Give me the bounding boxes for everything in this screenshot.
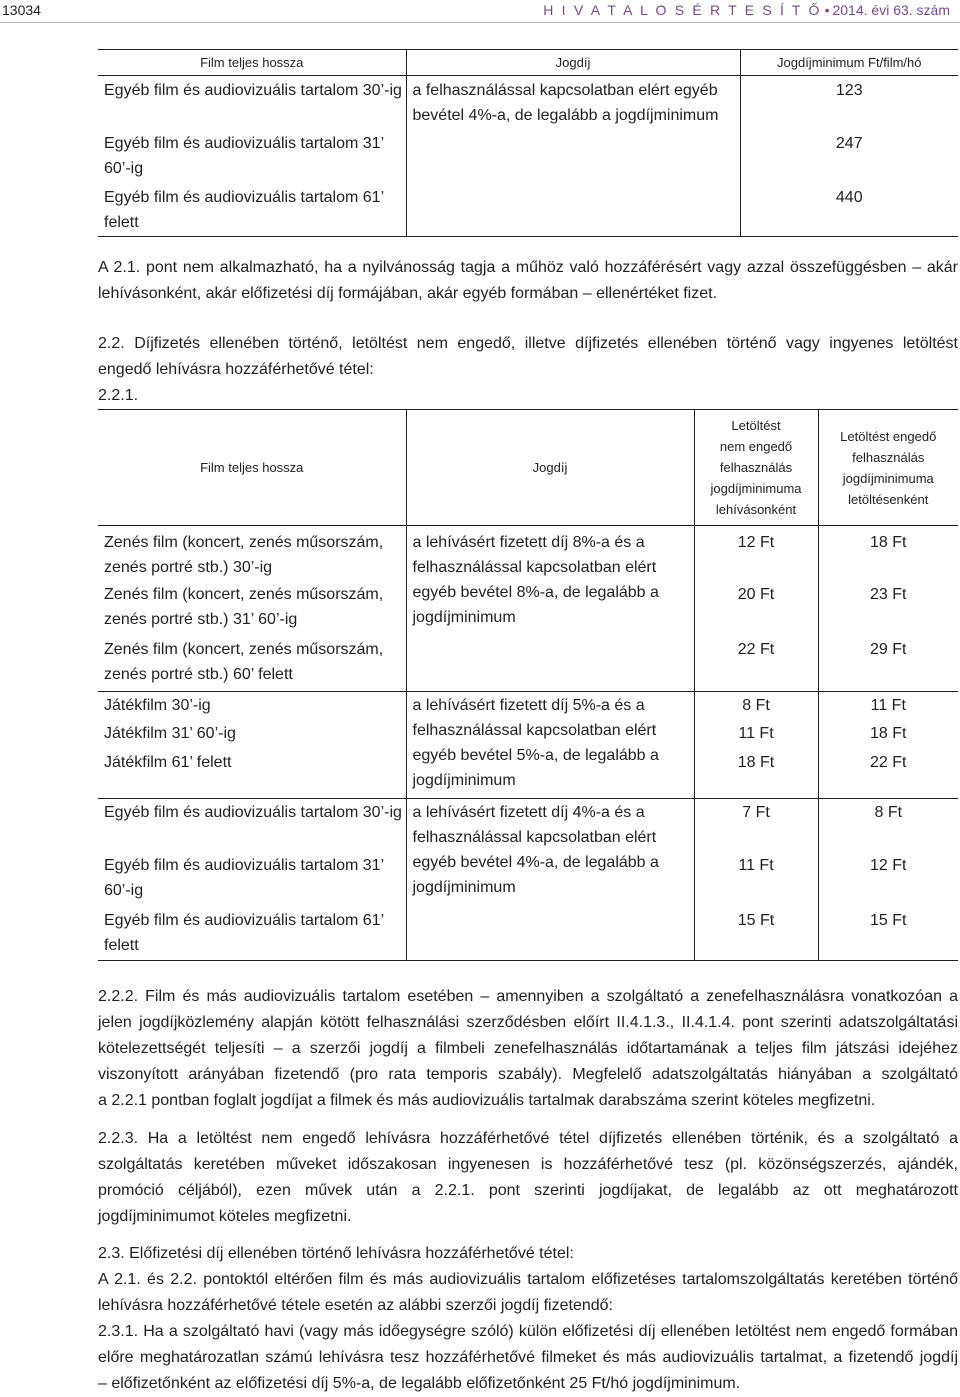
header-line: lehívásonként (715, 502, 797, 517)
download-cell: 11 Ft (818, 691, 958, 720)
no-download-cell: 15 Ft (694, 907, 818, 960)
film-length-cell: Egyéb film és audiovizuális tartalom 30’-ig (104, 82, 402, 99)
table-row (98, 798, 958, 852)
text-line: a 2.2.1 pontban foglalt jogdíjat a filmek és más audiovizuális tartalmak darabszáma szerint köteles megfizetni. (98, 1092, 876, 1109)
text-line: 2.2.1. (98, 387, 139, 404)
page-number: 13034 (2, 2, 41, 18)
no-download-cell: 22 Ft (694, 636, 818, 691)
no-download-cell: 11 Ft (694, 852, 818, 907)
header-no-download-minimum (694, 410, 818, 526)
bullet-separator: • (824, 2, 830, 18)
text-line: előre meghatározatlan számú lehívásra tesz hozzáférhetővé filmeket és más audiovizuális tartalmat, a fizetendő jogdíj (98, 1349, 958, 1366)
header-film-length: Film teljes hossza (98, 410, 406, 526)
fee-table-1 (98, 49, 958, 237)
text-line: A 2.1. pont nem alkalmazható, ha a nyilvánosság tagja a műhöz való hozzáférésért vagy azzal összefüggésben – akár (98, 259, 958, 276)
download-cell: 15 Ft (818, 907, 958, 960)
film-length-cell: Egyéb film és audiovizuális tartalom 30’-ig (98, 798, 406, 852)
film-length-cell: Játékfilm 61’ felett (104, 754, 232, 771)
publication-name: H I V A T A L O S É R T E S Í T Ő (543, 2, 822, 18)
header-line: jogdíjminimuma (710, 481, 802, 496)
publication-title (543, 0, 950, 20)
text-line: 2.2.3. Ha a letöltést nem engedő lehívásra hozzáférhetővé tétel díjfizetés ellenében történik, és a szolgáltató a (98, 1130, 958, 1147)
header-minimum: Jogdíjminimum Ft/film/hó (740, 50, 958, 76)
table-header-row (98, 50, 958, 76)
page-header (0, 0, 960, 23)
text-line: lehívásonként, akár előfizetési díj formájában, akár egyéb formában – ellenértéket fizet. (98, 285, 718, 302)
header-line: felhasználás (852, 449, 925, 465)
text-line: 2.3.1. Ha a szolgáltató havi (vagy más időegységre szóló) külön előfizetési díj ellenében letöltést nem engedő formában (98, 1323, 958, 1340)
film-length-cell: Zenés film (koncert, zenés műsorszám, zenés portré stb.) 30’-ig (104, 534, 384, 576)
paragraph-23 (98, 1241, 958, 1397)
header-line: nem engedő (719, 439, 793, 454)
header-line: letöltésenként (848, 491, 929, 507)
download-cell: 8 Ft (818, 798, 958, 852)
table-row (98, 526, 958, 582)
header-film-length: Film teljes hossza (98, 50, 406, 76)
paragraph-222 (98, 984, 958, 1114)
paragraph-a21 (98, 255, 958, 307)
fee-cell: a felhasználással kapcsolatban elért egyéb bevétel 4%-a, de legalább a jogdíjminimum (406, 76, 740, 237)
text-line: jogdíjminimumot köteles megfizetni. (98, 1208, 352, 1225)
minimum-cell: 247 (740, 130, 958, 184)
text-line: 2.2. Díjfizetés ellenében történő, letöltést nem engedő, illetve díjfizetés ellenében történő vagy ingyenes letöltést (98, 335, 958, 352)
no-download-cell: 20 Ft (694, 581, 818, 636)
fee-table-2 (98, 409, 958, 961)
minimum-cell: 440 (740, 184, 958, 237)
header-download-minimum (818, 410, 958, 526)
text-line: promóció céljából), ezen művek után a 2.2.1. pont szerinti jogdíjakat, de legalább az ott meghatározott (98, 1182, 958, 1199)
no-download-cell: 7 Ft (694, 798, 818, 852)
text-line: 2.3. Előfizetési díj ellenében történő lehívásra hozzáférhetővé tétel: (98, 1245, 574, 1262)
download-cell: 18 Ft (818, 720, 958, 749)
no-download-cell: 12 Ft (694, 526, 818, 582)
text-line: jelen jogdíjközlemény alapján kötött felhasználási szerződésben előírt II.4.1.3., II.4.1.4. pont szerinti adatszolgáltatási (98, 1014, 958, 1031)
film-length-cell: Egyéb film és audiovizuális tartalom 61’ felett (104, 188, 384, 231)
film-length-cell: Játékfilm 31’ 60’-ig (104, 725, 236, 742)
film-length-cell: Egyéb film és audiovizuális tartalom 31’ 60’-ig (104, 134, 384, 177)
film-length-cell: Zenés film (koncert, zenés műsorszám, zenés portré stb.) 60’ felett (104, 641, 384, 683)
film-length-cell: Játékfilm 30’-ig (98, 691, 406, 720)
header-line: felhasználás (719, 460, 793, 475)
film-length-cell: Egyéb film és audiovizuális tartalom 31’ 60’-ig (104, 857, 384, 899)
text-line: szolgáltatás keretében műveket időszakosan ingyenesen is hozzáférhetővé tesz (pl. közönségszerzés, ajándék, (98, 1156, 958, 1173)
no-download-cell: 11 Ft (694, 720, 818, 749)
header-line: jogdíjminimuma (842, 470, 934, 486)
no-download-cell: 18 Ft (694, 749, 818, 798)
download-cell: 23 Ft (818, 581, 958, 636)
table-row (98, 691, 958, 720)
table-header-row (98, 410, 958, 526)
download-cell: 12 Ft (818, 852, 958, 907)
fee-cell: a lehívásért fizetett díj 8%-a és a felhasználással kapcsolatban elért egyéb bevétel 8%-a, de legalább a jogdíjminimum (406, 526, 694, 692)
download-cell: 22 Ft (818, 749, 958, 798)
text-line: kötelezettségét teljesíti – a szerzői jogdíj a filmbeli zenefelhasználás időtartamának a teljes film játszási idejéhez (98, 1040, 958, 1057)
text-line: 2.2.2. Film és más audiovizuális tartalom esetében – amennyiben a szolgáltató a zenefelhasználásra vonatkozóan a (98, 988, 958, 1005)
download-cell: 29 Ft (818, 636, 958, 691)
text-line: – előfizetőnként az előfizetési díj 5%-a, de legalább előfizetőnként 25 Ft/hó jogdíjminimum. (98, 1375, 741, 1392)
minimum-cell: 123 (740, 76, 958, 130)
no-download-cell: 8 Ft (694, 691, 818, 720)
text-line: A 2.1. és 2.2. pontoktól eltérően film és más audiovizuális tartalom előfizetéses tartalomszolgáltatás keretében történő (98, 1271, 958, 1288)
header-fee: Jogdíj (406, 410, 694, 526)
fee-cell: a lehívásért fizetett díj 4%-a és a felhasználással kapcsolatban elért egyéb bevétel 4%-a, de legalább a jogdíjminimum (406, 798, 694, 960)
text-line: engedő lehívásra hozzáférhetővé tétel: (98, 361, 374, 378)
fee-cell: a lehívásért fizetett díj 5%-a és a felhasználással kapcsolatban elért egyéb bevétel 5%-a, de legalább a jogdíjminimum (406, 691, 694, 798)
paragraph-223 (98, 1126, 958, 1230)
paragraph-22 (98, 331, 958, 409)
header-line: Letöltést (731, 418, 781, 433)
film-length-cell: Egyéb film és audiovizuális tartalom 61’ felett (104, 912, 384, 954)
download-cell: 18 Ft (818, 526, 958, 582)
text-line: viszonyított arányában fizetendő (pro rata temporis szabály). Megfelelő adatszolgáltatás hiányában a szolgáltató (98, 1066, 958, 1083)
header-line: Letöltést engedő (840, 428, 937, 444)
issue-label: 2014. évi 63. szám (832, 2, 950, 18)
header-fee: Jogdíj (406, 50, 740, 76)
text-line: lehívásra hozzáférhetővé tétele esetén az alábbi szerzői jogdíj fizetendő: (98, 1297, 613, 1314)
film-length-cell: Zenés film (koncert, zenés műsorszám, zenés portré stb.) 31’ 60’-ig (104, 586, 384, 628)
table-row (98, 76, 958, 130)
